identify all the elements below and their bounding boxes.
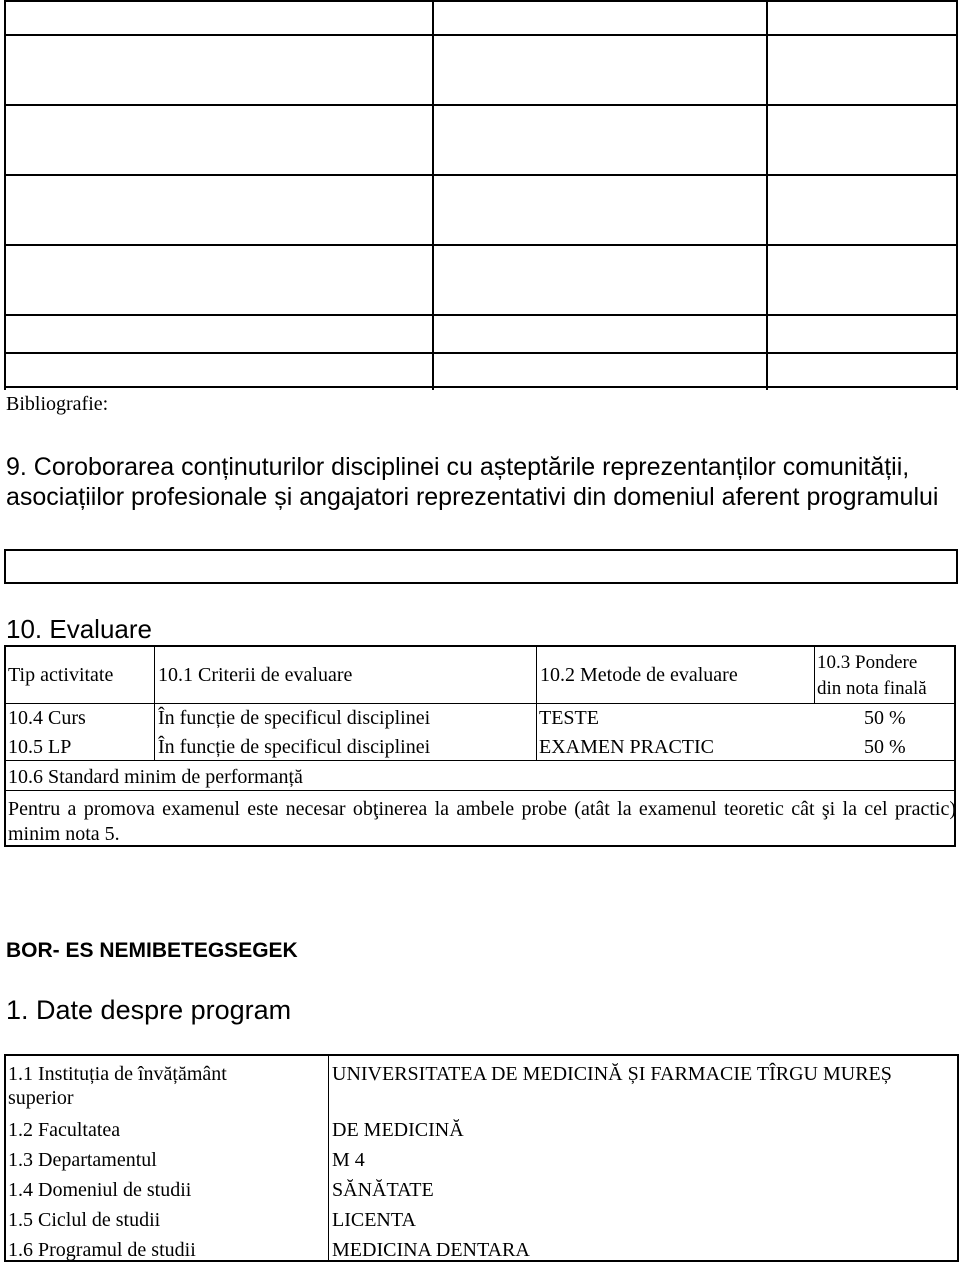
grid-line	[4, 0, 6, 390]
row-method: EXAMEN PRACTIC	[539, 736, 715, 758]
row-value: LICENTA	[332, 1209, 416, 1231]
header-activity-type: Tip activitate	[8, 664, 114, 686]
grid-line	[4, 352, 958, 354]
header-criteria: 10.1 Criterii de evaluare	[158, 664, 353, 686]
grid-line	[4, 386, 958, 388]
row-divider	[6, 703, 954, 704]
row-label: 1.3 Departamentul	[8, 1149, 157, 1171]
grid-line	[4, 34, 958, 36]
row-label: 1.4 Domeniul de studii	[8, 1179, 192, 1201]
program-table	[4, 1054, 959, 1262]
bor-heading: BOR- ES NEMIBETEGSEGEK	[6, 939, 298, 962]
section10-title: 10. Evaluare	[6, 614, 152, 644]
column-divider	[814, 647, 815, 703]
section1-title: 1. Date despre program	[6, 995, 292, 1025]
row-criteria: În funcție de specificul disciplinei	[158, 707, 431, 729]
row-divider	[6, 760, 954, 761]
row-value: SĂNĂTATE	[332, 1179, 434, 1201]
row-divider	[6, 790, 954, 791]
empty-table-grid	[4, 0, 958, 390]
column-divider	[328, 1056, 329, 1260]
header-methods: 10.2 Metode de evaluare	[540, 664, 738, 686]
grid-line	[432, 0, 434, 390]
grid-line	[4, 314, 958, 316]
row-activity: 10.5 LP	[8, 736, 72, 758]
row-method: TESTE	[539, 707, 599, 729]
header-weight-line1: 10.3 Pondere	[817, 652, 918, 673]
header-weight-line2: din nota finală	[817, 678, 927, 699]
grid-line	[4, 244, 958, 246]
row-criteria: În funcție de specificul disciplinei	[158, 736, 431, 758]
row-value: DE MEDICINĂ	[332, 1119, 464, 1141]
grid-line	[4, 174, 958, 176]
grid-line	[4, 0, 958, 2]
row-label: 1.5 Ciclul de studii	[8, 1209, 161, 1231]
row-label: 1.6 Programul de studii	[8, 1239, 196, 1261]
row-weight: 50 %	[864, 707, 906, 729]
section9-title: 9. Coroborarea conținuturilor disciplinei cu așteptările reprezentanților comunității, asociațiilor profesionale și angajatori reprezentativi din domeniul aferent programului	[6, 453, 939, 511]
row-weight: 50 %	[864, 736, 906, 758]
standard-text: Pentru a promova examenul este necesar obţinerea la ambele probe (atât la examenul teoretic cât şi la cel practic) minim nota 5.	[8, 798, 956, 845]
row-activity: 10.4 Curs	[8, 707, 86, 729]
section9-empty-box	[4, 549, 958, 584]
evaluation-table	[4, 645, 956, 847]
bibliography-label: Bibliografie:	[6, 393, 109, 415]
standard-label: 10.6 Standard minim de performanță	[8, 766, 303, 788]
row-label: 1.1 Instituția de învățământ superior	[8, 1063, 227, 1109]
row-value: M 4	[332, 1149, 365, 1171]
row-label: 1.2 Facultatea	[8, 1119, 121, 1141]
grid-line	[766, 0, 768, 390]
grid-line	[956, 0, 958, 390]
grid-line	[4, 104, 958, 106]
row-value: UNIVERSITATEA DE MEDICINĂ ȘI FARMACIE TÎRGU MUREȘ	[332, 1063, 892, 1085]
row-value: MEDICINA DENTARA	[332, 1239, 530, 1261]
